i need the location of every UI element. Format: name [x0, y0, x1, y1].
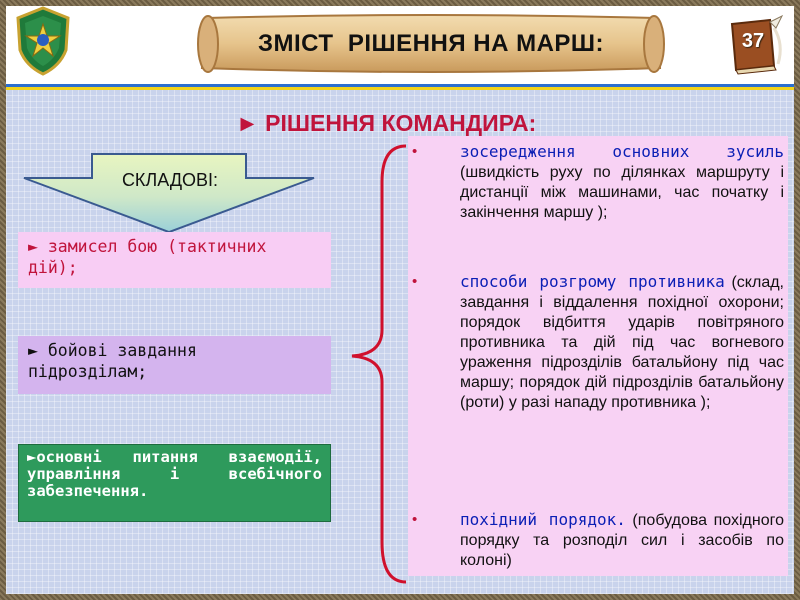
section-heading: ► РІШЕННЯ КОМАНДИРА:: [236, 110, 537, 136]
slide-title: ЗМІСТ РІШЕННЯ НА МАРШ:: [257, 30, 605, 57]
components-arrow: [22, 152, 316, 234]
item-body: (склад, завдання і віддалення похідної охорони; порядок відбиття ударів повітряного противника та дій під час вогневого ураження підрозділів батальйону під час маршу; порядок дій підрозділів батальйону (роти) у разі нападу противника );: [460, 274, 784, 411]
bullet-icon: •: [412, 273, 418, 290]
bullet-icon: •: [412, 143, 418, 160]
list-item: [408, 272, 784, 413]
item-body: (побудова похідного порядку та розподіл сил і засобів по колоні): [460, 512, 784, 569]
military-emblem-icon: [14, 6, 72, 76]
list-item: [408, 510, 784, 571]
item-body: (швидкість руху по ділянках маршруту і дистанції між машинами, час початку і закінчення маршу );: [460, 164, 784, 221]
bullet-icon: •: [412, 511, 418, 528]
plan-of-battle-box: ► замисел бою (тактичних дій);: [18, 232, 331, 288]
item-keyword: похідний порядок.: [460, 510, 626, 529]
flag-stripe: [6, 84, 794, 90]
combat-tasks-box: ► бойові завдання підрозділам;: [18, 336, 331, 394]
item-keyword: зосередження основних зусиль: [460, 142, 784, 161]
curly-brace: [348, 142, 410, 586]
components-label: СКЛАДОВІ:: [121, 170, 219, 190]
list-item: [408, 142, 784, 223]
page-number: 37: [741, 30, 765, 52]
interaction-issues-box: ►основні питання взаємодії, управління і всебічного забезпечення.: [18, 444, 331, 522]
item-keyword: способи розгрому противника: [460, 272, 725, 291]
